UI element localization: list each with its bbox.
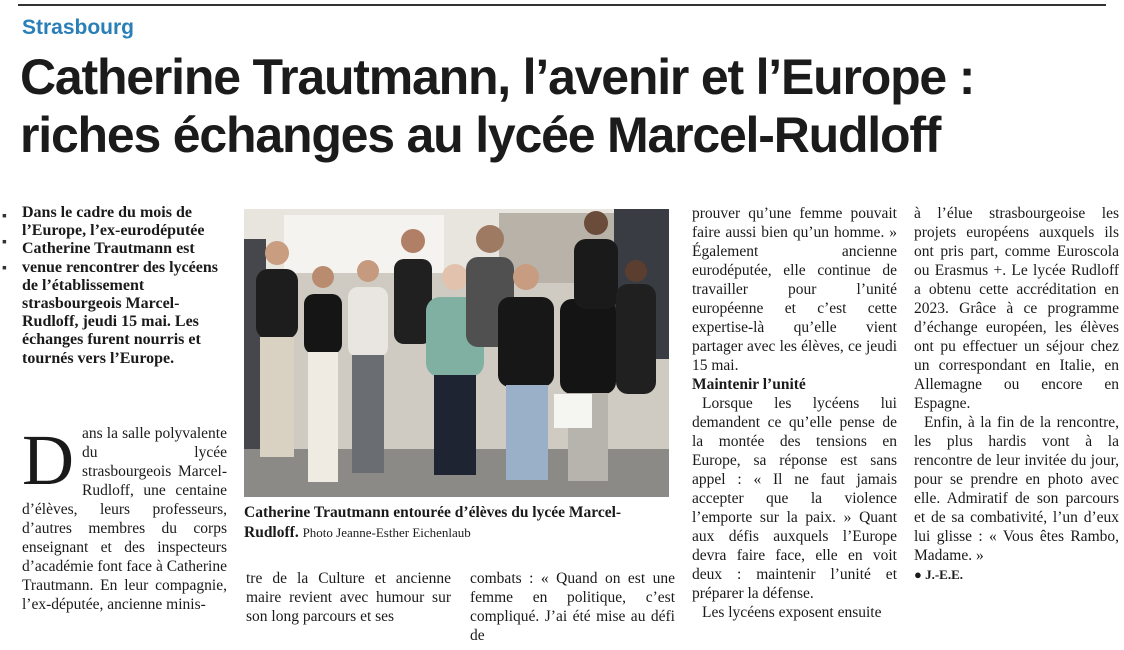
subheading: Maintenir l’unité <box>692 376 806 393</box>
body-paragraph-1: ans la salle polyvalente du lycée strasbourgeois Marcel-Rudloff, une centaine d’élèves, leurs professeurs, d’autres membres du corps enseignant et des inspecteurs d’académie font face à Catherine Trautmann. En leur compagnie, l’ex-députée, ancienne minis- <box>22 425 227 613</box>
column-4 <box>692 204 897 622</box>
body-paragraph-3: Les lycéens exposent ensuite <box>702 604 882 621</box>
article-photo <box>244 209 669 497</box>
caption-text: Catherine Trautmann entourée d’élèves du lycée Marcel-Rudloff. <box>244 504 622 541</box>
headline: Catherine Trautmann, l’avenir et l’Europe : riches échanges au lycée Marcel-Rudloff <box>20 49 975 163</box>
author-signature: ● J.-E.E. <box>914 567 964 582</box>
top-rule <box>18 4 1106 6</box>
article-lead: Dans le cadre du mois de l’Europe, l’ex-eurodéputée Catherine Trautmann est venue rencontrer des lycéens de l’établissement strasbourgeois Marcel-Rudloff, jeudi 15 mai. Les échanges furent nourris et tournés vers l’Europe. <box>22 204 218 367</box>
column-5 <box>914 204 1119 584</box>
column-1 <box>22 420 227 614</box>
drop-cap: D <box>22 420 74 500</box>
body-paragraph-1-continued-2: combats : « Quand on est une femme en politique, c’est compliqué. J’ai été mise au défi de <box>470 570 675 644</box>
column-3 <box>470 569 675 645</box>
photo-caption <box>244 503 669 543</box>
section-rubric: Strasbourg <box>22 16 135 39</box>
body-paragraph-1-continued: tre de la Culture et ancienne maire revient avec humour sur son long parcours et ses <box>246 570 451 625</box>
body-paragraph-1-end: prouver qu’une femme pouvait faire aussi bien qu’un homme. » Également ancienne eurodéputée, elle continue de travailler pour l’unité européenne et c’est cette expertise-là qu’elle vient partager avec les élèves, ce jeudi 15 mai. <box>692 205 897 374</box>
body-paragraph-4: Enfin, à la fin de la rencontre, les plus hardis vont à la rencontre de leur invitée du jour, pour se prendre en photo avec elle. Admiratif de son parcours et de sa combativité, l’un d’eux lui glisse : « Vous êtes Rambo, Madame. » <box>914 414 1119 564</box>
margin-marks: ▪ ▪ ▪ <box>2 209 7 276</box>
column-2 <box>246 569 451 626</box>
group-photo-image <box>244 209 669 497</box>
body-paragraph-3-continued: à l’élue strasbourgeoise les projets européens auxquels ils ont pris part, comme Euroscola ou Erasmus +. Le lycée Rudloff a obtenu cette accréditation en 2023. Grâce à ce programme d’échange européen, les élèves ont pu effectuer un séjour chez un correspondant en Italie, en Allemagne ou encore en Espagne. <box>914 205 1119 412</box>
body-paragraph-2: Lorsque les lycéens lui demandent ce qu’elle pense de la montée des tensions en Europe, sa réponse est sans appel : « Il ne faut jamais accepter que la violence l’emporte sur la paix. » Quant aux défis auxquels l’Europe devra faire face, elle en voit deux : maintenir l’unité et préparer la défense. <box>692 395 897 602</box>
photo-credit: Photo Jeanne-Esther Eichenlaub <box>302 525 471 540</box>
